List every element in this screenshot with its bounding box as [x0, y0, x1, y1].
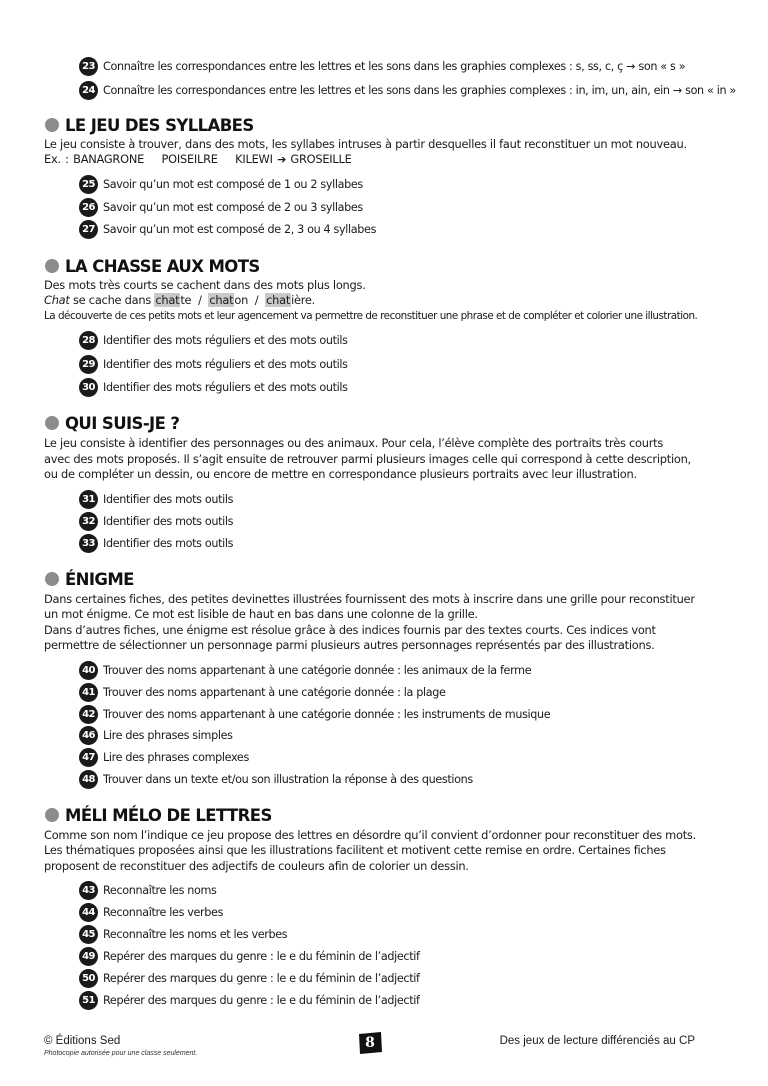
example-line: [44, 152, 352, 167]
item-number-badge: 27: [79, 220, 98, 239]
item-text: Savoir qu’un mot est composé de 1 ou 2 syllabes: [103, 177, 363, 191]
paragraph-line: Dans d’autres fiches, une énigme est résolue grâce à des indices fournis par des textes courts. Ces indices vont: [44, 623, 656, 637]
bullet-dot-icon: [45, 259, 59, 273]
item-number-badge: 47: [79, 748, 98, 767]
item-number-badge: 46: [79, 726, 98, 745]
paragraph-line: Les thématiques proposées ainsi que les illustrations facilitent et motivent cette remise en ordre. Certaines fiches: [44, 843, 666, 857]
item-number-badge: 29: [79, 355, 98, 374]
item-number-badge: 25: [79, 175, 98, 194]
skill-item: [79, 174, 363, 194]
section-heading-syllabes: [45, 113, 254, 137]
skill-item: [79, 682, 446, 702]
item-number-badge: 43: [79, 881, 98, 900]
item-text: Identifier des mots réguliers et des mots outils: [103, 380, 348, 394]
section-heading-quisuisje: [45, 411, 179, 435]
item-number-badge: 42: [79, 705, 98, 724]
word-ending: te: [180, 293, 192, 307]
skill-item: [79, 704, 550, 724]
paragraph-line: Des mots très courts se cachent dans des mots plus longs.: [44, 278, 366, 292]
highlighted-syllable: chat: [155, 293, 180, 307]
item-text: Trouver des noms appartenant à une catégorie donnée : les instruments de musique: [103, 707, 551, 721]
paragraph-line: avec des mots proposés. Il s’agit ensuite de retrouver parmi plusieurs images celle qui correspond à cette description,: [44, 452, 691, 466]
paragraph-line: permettre de sélectionner un personnage parmi plusieurs autres personnages représentés par des illustrations.: [44, 638, 655, 652]
skill-item: [79, 880, 217, 900]
example-result: GROSEILLE: [290, 152, 352, 166]
bullet-dot-icon: [45, 416, 59, 430]
page-number-badge: [357, 1031, 383, 1055]
bullet-dot-icon: [45, 118, 59, 132]
chat-word: Chat: [44, 293, 70, 307]
item-number-badge: 31: [79, 490, 98, 509]
item-text: Reconnaître les noms: [103, 883, 217, 897]
skill-item: [79, 902, 223, 922]
item-number-badge: 24: [79, 81, 98, 100]
skill-item: [79, 747, 249, 767]
item-text: Trouver des noms appartenant à une catégorie donnée : les animaux de la ferme: [103, 663, 532, 677]
page-number: 8: [365, 1035, 375, 1051]
item-text: Repérer des marques du genre : le e du féminin de l’adjectif: [103, 993, 420, 1007]
paragraph-line: ou de compléter un dessin, ou encore de mettre en correspondance plusieurs portraits avec leur illustration.: [44, 467, 637, 481]
word-ending: ière.: [291, 293, 316, 307]
paragraph-line: Le jeu consiste à trouver, dans des mots, les syllabes intruses à partir desquelles il faut reconstituer un mot nouveau.: [44, 137, 687, 151]
skill-item: [79, 533, 233, 553]
item-text: Identifier des mots réguliers et des mots outils: [103, 333, 348, 347]
skill-item: [79, 80, 736, 100]
item-text: Identifier des mots réguliers et des mots outils: [103, 357, 348, 371]
skill-item: [79, 990, 420, 1010]
bullet-dot-icon: [45, 572, 59, 586]
skill-item: [79, 769, 473, 789]
bullet-dot-icon: [45, 808, 59, 822]
item-text: Connaître les correspondances entre les lettres et les sons dans les graphies complexes : s, ss, c, ç → son « s »: [103, 59, 686, 73]
skill-item: [79, 924, 287, 944]
item-text: Trouver des noms appartenant à une catégorie donnée : la plage: [103, 685, 446, 699]
item-number-badge: 44: [79, 903, 98, 922]
skill-item: [79, 946, 420, 966]
item-number-badge: 45: [79, 925, 98, 944]
item-text: Identifier des mots outils: [103, 514, 234, 528]
item-number-badge: 40: [79, 661, 98, 680]
word-ending: on: [234, 293, 249, 307]
footer-copyright-note: Photocopie autorisée pour une classe seulement.: [44, 1050, 198, 1057]
item-text: Identifier des mots outils: [103, 492, 234, 506]
section-title: QUI SUIS-JE ?: [65, 413, 180, 433]
paragraph-line: proposent de reconstituer des adjectifs de couleurs afin de colorier un dessin.: [44, 859, 469, 873]
arrow-right-icon: ➔: [277, 153, 287, 166]
section-heading-chasse: [45, 254, 260, 278]
skill-item: [79, 330, 348, 350]
item-text: Repérer des marques du genre : le e du féminin de l’adjectif: [103, 949, 420, 963]
item-number-badge: 30: [79, 378, 98, 397]
item-text: Repérer des marques du genre : le e du féminin de l’adjectif: [103, 971, 420, 985]
chat-example-line: [44, 293, 315, 308]
item-text: Lire des phrases complexes: [103, 750, 249, 764]
section-heading-melimelo: [45, 803, 272, 827]
section-title: LE JEU DES SYLLABES: [65, 115, 254, 135]
skill-item: [79, 197, 363, 217]
item-text: Reconnaître les noms et les verbes: [103, 927, 288, 941]
item-number-badge: 51: [79, 991, 98, 1010]
item-text: Trouver dans un texte et/ou son illustration la réponse à des questions: [103, 772, 473, 786]
example-text: se cache dans: [69, 293, 155, 307]
highlighted-syllable: chat: [209, 293, 234, 307]
item-number-badge: 32: [79, 512, 98, 531]
item-number-badge: 41: [79, 683, 98, 702]
paragraph-line: Dans certaines fiches, des petites devinettes illustrées fournissent des mots à inscrire dans une grille pour reconstituer: [44, 592, 695, 606]
highlighted-syllable: chat: [266, 293, 291, 307]
item-number-badge: 23: [79, 57, 98, 76]
paragraph-line: Le jeu consiste à identifier des personnages ou des animaux. Pour cela, l’élève complète des portraits très courts: [44, 436, 664, 450]
item-number-badge: 49: [79, 947, 98, 966]
item-number-badge: 48: [79, 770, 98, 789]
skill-item: [79, 511, 233, 531]
item-text: Identifier des mots outils: [103, 536, 234, 550]
item-number-badge: 50: [79, 969, 98, 988]
item-number-badge: 33: [79, 534, 98, 553]
paragraph-line: Comme son nom l’indique ce jeu propose des lettres en désordre qu’il convient d’ordonner pour reconstituer des mots.: [44, 828, 696, 842]
item-number-badge: 28: [79, 331, 98, 350]
separator: /: [248, 293, 266, 307]
item-text: Connaître les correspondances entre les lettres et les sons dans les graphies complexes : in, im, un, ain, ein → son « in »: [103, 83, 736, 97]
item-number-badge: 26: [79, 198, 98, 217]
footer-publisher: © Éditions Sed: [44, 1035, 121, 1047]
skill-item: [79, 968, 420, 988]
example-words: Ex. : BANAGRONE POISEILRE KILEWI: [44, 152, 273, 166]
skill-item: [79, 489, 233, 509]
skill-item: [79, 56, 685, 76]
paragraph-line: La découverte de ces petits mots et leur agencement va permettre de reconstituer une phrase et de compléter et colorier une illustration.: [44, 310, 698, 322]
skill-item: [79, 377, 348, 397]
skill-item: [79, 354, 348, 374]
skill-item: [79, 725, 233, 745]
footer-book-title: Des jeux de lecture différenciés au CP: [499, 1035, 695, 1047]
skill-item: [79, 219, 376, 239]
item-text: Savoir qu’un mot est composé de 2, 3 ou 4 syllabes: [103, 222, 377, 236]
item-text: Lire des phrases simples: [103, 728, 233, 742]
section-heading-enigme: [45, 567, 134, 591]
item-text: Reconnaître les verbes: [103, 905, 224, 919]
section-title: ÉNIGME: [65, 569, 134, 589]
skill-item: [79, 660, 531, 680]
item-text: Savoir qu’un mot est composé de 2 ou 3 syllabes: [103, 200, 363, 214]
section-title: MÉLI MÉLO DE LETTRES: [65, 805, 272, 825]
paragraph-line: un mot énigme. Ce mot est lisible de haut en bas dans une colonne de la grille.: [44, 607, 478, 621]
section-title: LA CHASSE AUX MOTS: [65, 256, 260, 276]
separator: /: [191, 293, 209, 307]
